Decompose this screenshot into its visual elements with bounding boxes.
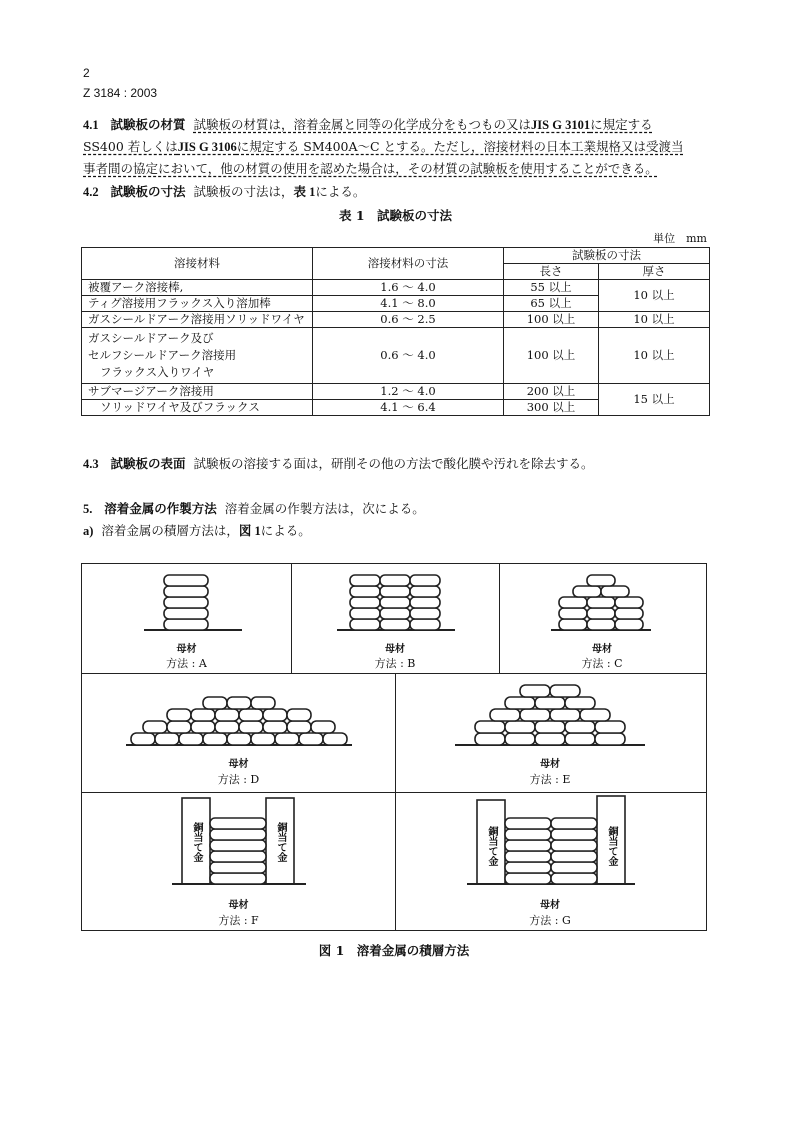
table-ref: 表 1 xyxy=(293,185,316,199)
weld-bead xyxy=(505,862,551,873)
weld-bead xyxy=(227,733,251,745)
weld-bead xyxy=(210,873,266,884)
cell-dimension: 0.6 〜 2.5 xyxy=(313,312,504,328)
weld-bead xyxy=(580,709,610,721)
weld-bead xyxy=(595,721,625,733)
weld-bead xyxy=(191,709,215,721)
weld-bead xyxy=(239,721,263,733)
method-label: 方法 : G xyxy=(529,914,571,927)
weld-bead xyxy=(210,862,266,873)
copper-backing-label: 銅当て金 xyxy=(486,826,497,866)
weld-bead xyxy=(505,851,551,862)
section-4-1-line3 xyxy=(83,158,684,179)
weld-bead xyxy=(210,851,266,862)
weld-bead xyxy=(595,733,625,745)
weld-bead xyxy=(551,862,597,873)
base-metal-label: 母材 xyxy=(540,900,560,911)
section-heading: 試験板の寸法 xyxy=(110,185,186,199)
method-label: 方法 : C xyxy=(581,657,623,670)
weld-bead xyxy=(287,709,311,721)
weld-bead xyxy=(505,873,551,884)
text-span: に規定する xyxy=(590,117,653,132)
section-4-1-line1 xyxy=(83,114,684,136)
cell-dimension: 4.1 〜 8.0 xyxy=(313,296,504,312)
weld-bead xyxy=(203,733,227,745)
text-span: 事者間の協定において，他の材質の使用を認めた場合は，その材質の試験板を使用することができる。 xyxy=(83,161,658,176)
copper-backing-label: 銅当て金 xyxy=(191,822,202,862)
weld-bead xyxy=(475,721,505,733)
weld-bead xyxy=(587,619,615,630)
weld-bead xyxy=(167,721,191,733)
table-row xyxy=(82,312,710,328)
weld-bead xyxy=(164,597,208,608)
weld-bead xyxy=(475,733,505,745)
section-heading: 溶着金属の作製方法 xyxy=(104,502,217,516)
standard-ref: JIS G 3101 xyxy=(531,118,591,132)
figure-caption: 図 1 溶着金属の積層方法 xyxy=(318,943,470,958)
copper-backing-label: 銅当て金 xyxy=(275,822,286,862)
section-number: 4.1 xyxy=(83,118,99,132)
header-material: 溶接材料 xyxy=(82,248,313,280)
text-span: 溶着金属の作製方法は，次による。 xyxy=(224,501,425,516)
weld-bead xyxy=(215,721,239,733)
method-e-panel xyxy=(395,673,705,792)
table-row xyxy=(82,384,710,400)
header-dimension: 溶接材料の寸法 xyxy=(313,248,504,280)
cell-material: サブマージアーク溶接用 xyxy=(82,384,313,400)
weld-bead xyxy=(164,586,208,597)
method-label: 方法 : F xyxy=(218,914,259,927)
weld-bead xyxy=(565,733,595,745)
cell-thickness: 10 以上 xyxy=(599,312,710,328)
weld-bead xyxy=(215,709,239,721)
method-g-panel xyxy=(395,792,705,930)
weld-bead xyxy=(410,575,440,586)
base-metal-label: 母材 xyxy=(228,900,249,911)
section-heading: 試験板の材質 xyxy=(110,118,186,132)
method-label: 方法 : A xyxy=(166,657,207,670)
section-4-3 xyxy=(83,453,594,475)
weld-bead xyxy=(311,721,335,733)
header-plate: 試験板の寸法 xyxy=(504,248,710,264)
weld-bead xyxy=(155,733,179,745)
weld-bead xyxy=(505,840,551,851)
weld-bead xyxy=(559,608,587,619)
weld-bead xyxy=(505,697,535,709)
cell-length: 55 以上 xyxy=(504,280,599,296)
cell-dimension: 1.2 〜 4.0 xyxy=(313,384,504,400)
weld-bead xyxy=(350,575,380,586)
header-length: 長さ xyxy=(504,264,599,280)
table-row xyxy=(82,280,710,296)
weld-bead xyxy=(559,597,587,608)
material-line: フラックス入りワイヤ xyxy=(100,365,215,379)
text-span: に規定する SM400A〜C とする。ただし，溶接材料の日本工業規格又は受渡当 xyxy=(236,139,684,154)
weld-bead xyxy=(380,575,410,586)
header-thickness: 厚さ xyxy=(599,264,710,280)
weld-bead xyxy=(565,721,595,733)
document-id: Z 3184 : 2003 xyxy=(83,86,158,100)
method-label: 方法 : D xyxy=(217,773,260,786)
base-metal-label: 母材 xyxy=(385,644,405,655)
material-line: セルフシールドアーク溶接用 xyxy=(88,348,237,362)
figure-ref: 図 1 xyxy=(238,524,261,538)
section-4-2 xyxy=(83,181,365,203)
section-number: 4.2 xyxy=(83,185,99,199)
weld-stack-b xyxy=(291,564,499,639)
weld-bead xyxy=(251,697,275,709)
weld-bead xyxy=(167,709,191,721)
weld-bead xyxy=(263,721,287,733)
cell-material: 被覆アーク溶接棒, xyxy=(82,280,313,296)
weld-bead xyxy=(350,608,380,619)
section-4-1-line2 xyxy=(83,136,684,158)
weld-bead xyxy=(179,733,203,745)
specimen-table xyxy=(81,247,710,416)
weld-bead xyxy=(505,733,535,745)
weld-bead xyxy=(239,709,263,721)
weld-bead xyxy=(505,721,535,733)
weld-bead xyxy=(615,608,643,619)
text-span: SS400 若しくは xyxy=(83,139,178,154)
weld-bead xyxy=(551,851,597,862)
section-4-1 xyxy=(83,114,684,179)
method-b-panel xyxy=(291,564,499,673)
weld-bead xyxy=(601,586,629,597)
section-heading: 試験板の表面 xyxy=(110,457,186,471)
list-label: a) xyxy=(83,524,94,538)
weld-bead xyxy=(587,575,615,586)
weld-bead xyxy=(350,586,380,597)
weld-bead xyxy=(251,733,275,745)
text-span: 試験板の寸法は， xyxy=(193,184,294,199)
cell-material: ティグ溶接用フラックス入り溶加棒 xyxy=(82,296,313,312)
cell-thickness: 15 以上 xyxy=(599,384,710,416)
weld-bead xyxy=(299,733,323,745)
weld-bead xyxy=(551,829,597,840)
weld-bead xyxy=(551,840,597,851)
weld-bead xyxy=(287,721,311,733)
weld-bead xyxy=(535,697,565,709)
weld-bead xyxy=(275,733,299,745)
weld-bead xyxy=(164,619,208,630)
weld-bead xyxy=(164,575,208,586)
weld-stack-f xyxy=(82,792,395,892)
table-unit: 単位 mm xyxy=(653,232,707,245)
cell-material xyxy=(82,328,313,384)
weld-bead xyxy=(380,586,410,597)
table-caption: 表 1 試験板の寸法 xyxy=(338,208,453,223)
method-c-panel xyxy=(499,564,705,673)
page-number: 2 xyxy=(83,66,90,80)
weld-bead xyxy=(615,597,643,608)
section-number: 5. xyxy=(83,502,93,516)
weld-bead xyxy=(210,829,266,840)
cell-length: 300 以上 xyxy=(504,400,599,416)
text-span: 試験板の材質は，溶着金属と同等の化学成分をもつもの又は xyxy=(193,117,532,132)
weld-bead xyxy=(203,697,227,709)
weld-bead xyxy=(587,608,615,619)
text-span: による。 xyxy=(260,523,311,538)
cell-dimension: 0.6 〜 4.0 xyxy=(313,328,504,384)
weld-bead xyxy=(350,597,380,608)
cell-dimension: 1.6 〜 4.0 xyxy=(313,280,504,296)
weld-bead xyxy=(505,818,551,829)
weld-bead xyxy=(380,597,410,608)
base-metal-label: 母材 xyxy=(540,759,560,770)
base-metal-label: 母材 xyxy=(228,759,249,770)
weld-bead xyxy=(550,709,580,721)
weld-bead xyxy=(131,733,155,745)
weld-bead xyxy=(263,709,287,721)
cell-thickness: 10 以上 xyxy=(599,280,710,312)
material-line: ガスシールドアーク及び xyxy=(88,331,214,345)
weld-bead xyxy=(520,709,550,721)
weld-bead xyxy=(227,697,251,709)
weld-bead xyxy=(350,619,380,630)
cell-material: ソリッドワイヤ及びフラックス xyxy=(82,400,313,416)
weld-bead xyxy=(143,721,167,733)
cell-material: ガスシールドアーク溶接用ソリッドワイヤ xyxy=(82,312,313,328)
weld-bead xyxy=(410,608,440,619)
weld-bead xyxy=(380,619,410,630)
text-span: 試験板の溶接する面は，研削その他の方法で酸化膜や汚れを除去する。 xyxy=(193,456,594,471)
cell-length: 200 以上 xyxy=(504,384,599,400)
method-d-panel xyxy=(82,673,395,792)
cell-thickness: 10 以上 xyxy=(599,328,710,384)
standard-ref: JIS G 3106 xyxy=(177,140,237,154)
copper-backing-label: 銅当て金 xyxy=(606,826,617,866)
weld-bead xyxy=(164,608,208,619)
weld-bead xyxy=(380,608,410,619)
weld-bead xyxy=(410,619,440,630)
weld-bead xyxy=(410,586,440,597)
weld-bead xyxy=(559,619,587,630)
weld-bead xyxy=(323,733,347,745)
method-label: 方法 : B xyxy=(374,657,416,670)
base-metal-label: 母材 xyxy=(592,644,612,655)
weld-stack-e xyxy=(395,673,705,753)
figure-1 xyxy=(81,563,707,931)
text-span: による。 xyxy=(315,184,366,199)
weld-bead xyxy=(505,829,551,840)
cell-length: 100 以上 xyxy=(504,328,599,384)
weld-stack-a xyxy=(82,564,291,639)
weld-stack-d xyxy=(82,673,395,753)
weld-bead xyxy=(410,597,440,608)
weld-bead xyxy=(551,873,597,884)
method-a-panel xyxy=(82,564,291,673)
cell-length: 100 以上 xyxy=(504,312,599,328)
weld-stack-c xyxy=(499,564,705,639)
weld-bead xyxy=(565,697,595,709)
table-row xyxy=(82,328,710,384)
weld-bead xyxy=(520,685,550,697)
cell-length: 65 以上 xyxy=(504,296,599,312)
weld-bead xyxy=(573,586,601,597)
weld-bead xyxy=(210,840,266,851)
weld-bead xyxy=(550,685,580,697)
method-f-panel xyxy=(82,792,395,930)
section-5 xyxy=(83,498,425,542)
cell-dimension: 4.1 〜 6.4 xyxy=(313,400,504,416)
text-span: 溶着金属の積層方法は， xyxy=(101,523,239,538)
weld-bead xyxy=(490,709,520,721)
base-metal-label: 母材 xyxy=(176,644,197,655)
section-number: 4.3 xyxy=(83,457,99,471)
weld-bead xyxy=(551,818,597,829)
method-label: 方法 : E xyxy=(529,773,571,786)
weld-bead xyxy=(191,721,215,733)
weld-bead xyxy=(615,619,643,630)
weld-stack-g xyxy=(395,792,705,892)
weld-bead xyxy=(535,733,565,745)
weld-bead xyxy=(535,721,565,733)
weld-bead xyxy=(210,818,266,829)
weld-bead xyxy=(587,597,615,608)
